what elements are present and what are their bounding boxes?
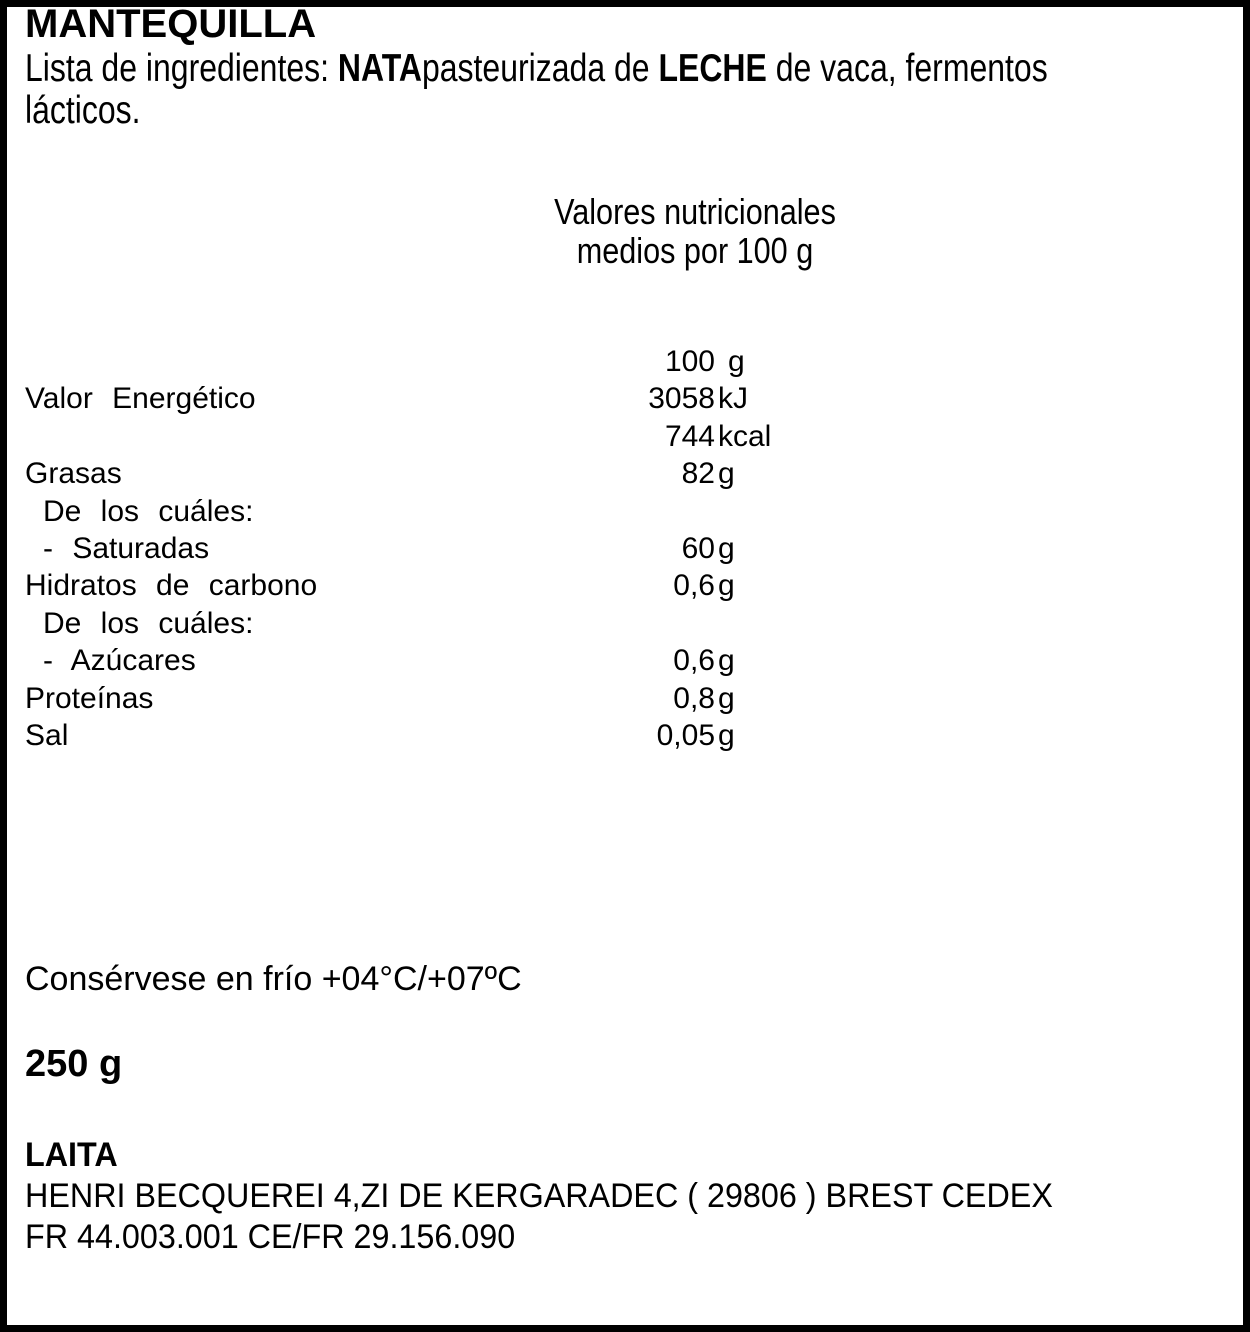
row-label: De los cuáles: <box>43 494 254 528</box>
row-value: 0,6 <box>673 644 715 678</box>
nutrition-header <box>440 192 950 270</box>
row-unit: g <box>718 569 735 603</box>
row-unit: kcal <box>718 419 772 453</box>
row-label: Hidratos de carbono <box>25 569 318 603</box>
row-value: 744 <box>664 419 715 453</box>
product-title: MANTEQUILLA <box>25 2 317 46</box>
row-value: 0,6 <box>673 569 715 603</box>
table-row-protein <box>0 680 1250 717</box>
ingredient-leche: LECHE <box>658 47 767 90</box>
column-header-unit: g <box>728 345 745 378</box>
nutrition-header-line1: Valores nutricionales <box>554 191 836 232</box>
row-unit: g <box>718 644 735 678</box>
row-unit: g <box>718 681 735 715</box>
row-label: - Saturadas <box>43 531 210 565</box>
row-value: 3058 <box>648 382 715 416</box>
manufacturer-name: LAITA <box>25 1136 118 1174</box>
row-value: 82 <box>681 457 715 491</box>
table-row-fat <box>0 455 1250 492</box>
row-value: 0,8 <box>673 681 715 715</box>
table-row-saturates <box>0 530 1250 567</box>
net-weight: 250 g <box>25 1043 123 1085</box>
ingredients-middle: pasteurizada de <box>421 47 659 90</box>
table-row-energy <box>0 380 1250 417</box>
row-label: De los cuáles: <box>43 606 254 640</box>
manufacturer-address: HENRI BECQUEREI 4,ZI DE KERGARADEC ( 29806 ) BREST CEDEX <box>25 1177 1053 1215</box>
table-row-of-which-carb <box>0 605 1250 642</box>
row-label: Grasas <box>25 457 122 491</box>
row-value: 0,05 <box>656 718 715 752</box>
row-unit: kJ <box>718 382 748 416</box>
nutrition-header-line2: medios por 100 g <box>576 230 814 271</box>
nutrition-table <box>0 343 1250 754</box>
manufacturer-registration: FR 44.003.001 CE/FR 29.156.090 <box>25 1218 516 1256</box>
manufacturer-block <box>25 1135 1053 1258</box>
row-unit: g <box>718 457 735 491</box>
row-unit: g <box>718 718 735 752</box>
row-value: 60 <box>681 531 715 565</box>
row-label: Valor Energético <box>25 382 256 416</box>
table-row-sugars <box>0 642 1250 679</box>
row-label: Sal <box>25 718 69 752</box>
row-label: - Azúcares <box>43 644 196 678</box>
table-row-salt <box>0 717 1250 754</box>
ingredient-nata: NATA <box>337 47 422 90</box>
table-row-energy-kcal <box>0 418 1250 455</box>
storage-instructions: Consérvese en frío +04°C/+07ºC <box>25 960 522 998</box>
ingredients-tail: de vaca, fermentos lácticos. <box>25 47 1048 132</box>
ingredients-text <box>25 48 1140 132</box>
column-header-amount: 100 <box>664 345 715 378</box>
table-row-carbohydrate <box>0 567 1250 604</box>
ingredients-lead: Lista de ingredientes: <box>25 47 338 90</box>
table-column-header <box>0 343 1250 380</box>
row-label: Proteínas <box>25 681 154 715</box>
table-row-of-which-fat <box>0 493 1250 530</box>
row-unit: g <box>718 531 735 565</box>
